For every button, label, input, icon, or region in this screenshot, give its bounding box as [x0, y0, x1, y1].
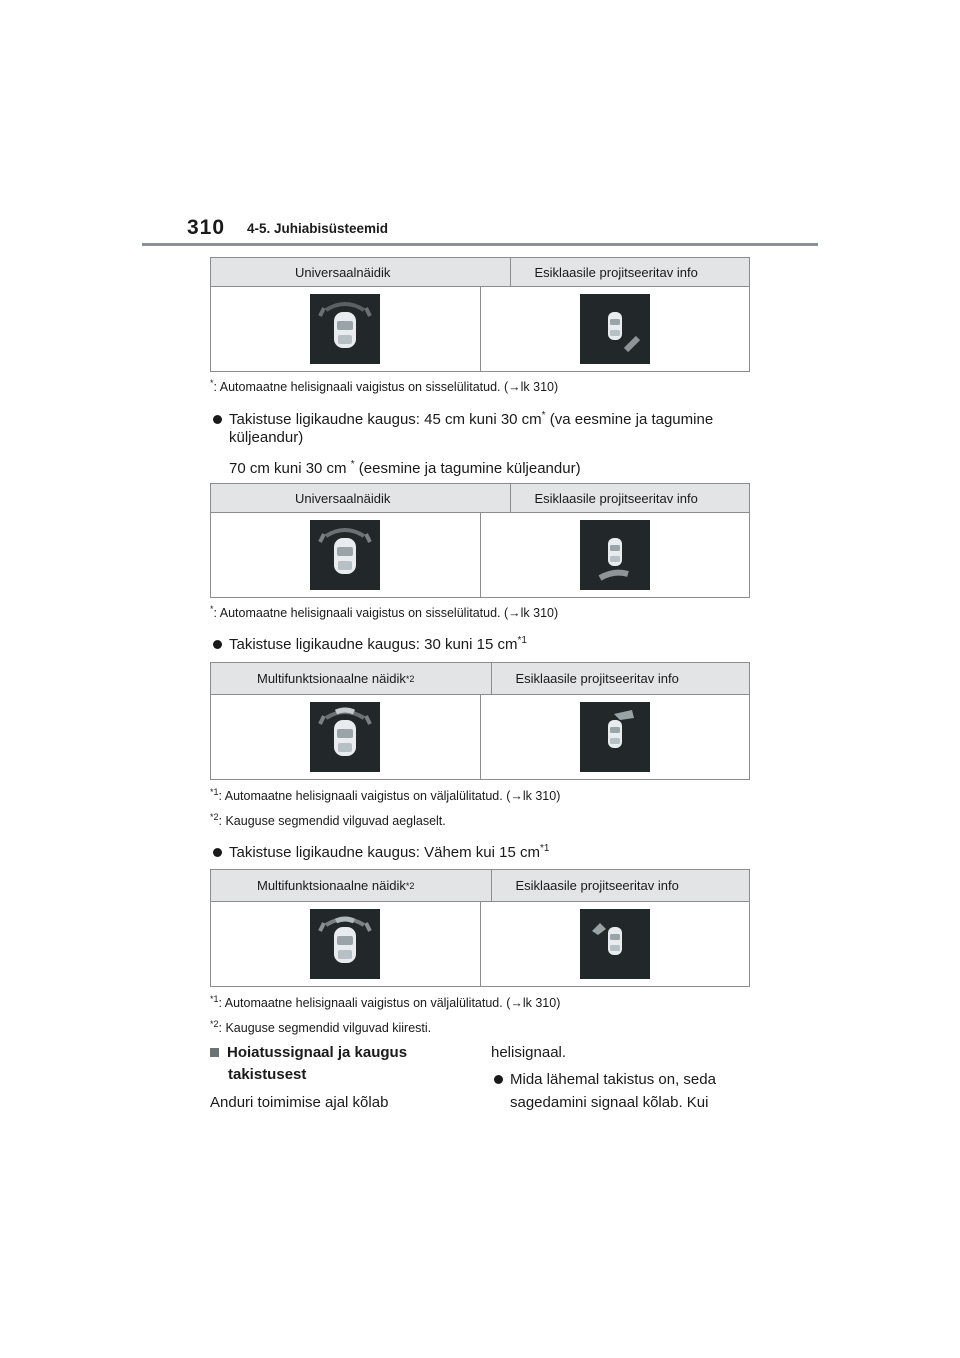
bullet-continuation: küljeandur) — [229, 429, 304, 446]
table-2 — [210, 483, 750, 598]
car-display-icon — [310, 520, 380, 590]
car-display-icon — [580, 909, 650, 979]
body-text: Anduri toimimise ajal kõlab — [210, 1094, 389, 1111]
bullet-item: Mida lähemal takistus on, seda — [494, 1069, 716, 1091]
bullet-continuation: sagedamini signaal kõlab. Kui — [510, 1094, 709, 1111]
subsection-heading-cont: takistusest — [228, 1066, 307, 1083]
footnote: $^{*2}$: Kauguse segmendid vilguvad kiiresti. — [210, 1019, 432, 1036]
footnote: *: Automaatne helisignaali vaigistus on sisselülitatud. (→lk 310) — [210, 378, 559, 395]
table-1 — [210, 257, 750, 372]
square-bullet-icon — [210, 1048, 219, 1057]
footnote: $^{*1}$: Automaatne helisignaali vaigistus on väljalülitatud. (→lk 310) — [210, 787, 561, 804]
car-display-icon — [310, 294, 380, 364]
col-header-universal: Universaalnäidik — [295, 264, 391, 280]
table-3: Multifunktsionaalne näidik *2 Esiklaasile projitseeritav info — [210, 662, 750, 780]
footnote: *: Automaatne helisignaali vaigistus on sisselülitatud. (→lk 310) — [210, 604, 559, 621]
car-display-icon — [580, 294, 650, 364]
col-header-multifunction: Multifunktsionaalne näidik — [257, 671, 406, 686]
car-display-icon — [310, 702, 380, 772]
col-header-hud: Esiklaasile projitseeritav info — [510, 258, 750, 286]
bullet-continuation: 70 cm kuni 30 cm * (eesmine ja tagumine küljeandur) — [229, 459, 581, 477]
col-header-universal: Universaalnäidik — [295, 490, 391, 506]
bullet-item: Takistuse ligikaudne kaugus: 45 cm kuni 30 cm* (va eesmine ja tagumine — [213, 405, 713, 431]
footnote: $^{*2}$: Kauguse segmendid vilguvad aeglaselt. — [210, 812, 446, 829]
body-text: helisignaal. — [491, 1044, 567, 1061]
car-display-icon — [580, 702, 650, 772]
col-header-hud: Esiklaasile projitseeritav info — [491, 870, 750, 901]
car-display-icon — [580, 520, 650, 590]
page-number: 310 — [187, 216, 226, 239]
col-header-hud: Esiklaasile projitseeritav info — [491, 663, 750, 694]
col-header-hud: Esiklaasile projitseeritav info — [510, 484, 750, 512]
header-rule — [142, 243, 818, 246]
subsection-heading: Hoiatussignaal ja kaugus — [210, 1042, 407, 1064]
car-display-icon — [310, 909, 380, 979]
bullet-item: Takistuse ligikaudne kaugus: Vähem kui 15 $cm^{*1}$ — [213, 838, 549, 864]
table-4: Multifunktsionaalne näidik *2 Esiklaasile projitseeritav info — [210, 869, 750, 987]
footnote: $^{*1}$: Automaatne helisignaali vaigistus on väljalülitatud. (→lk 310) — [210, 994, 561, 1011]
bullet-item: Takistuse ligikaudne kaugus: 30 kuni 15 $cm^{*1}$ — [213, 630, 527, 656]
section-title: 4-5. Juhiabisüsteemid — [247, 221, 389, 236]
col-header-multifunction: Multifunktsionaalne näidik — [257, 878, 406, 893]
